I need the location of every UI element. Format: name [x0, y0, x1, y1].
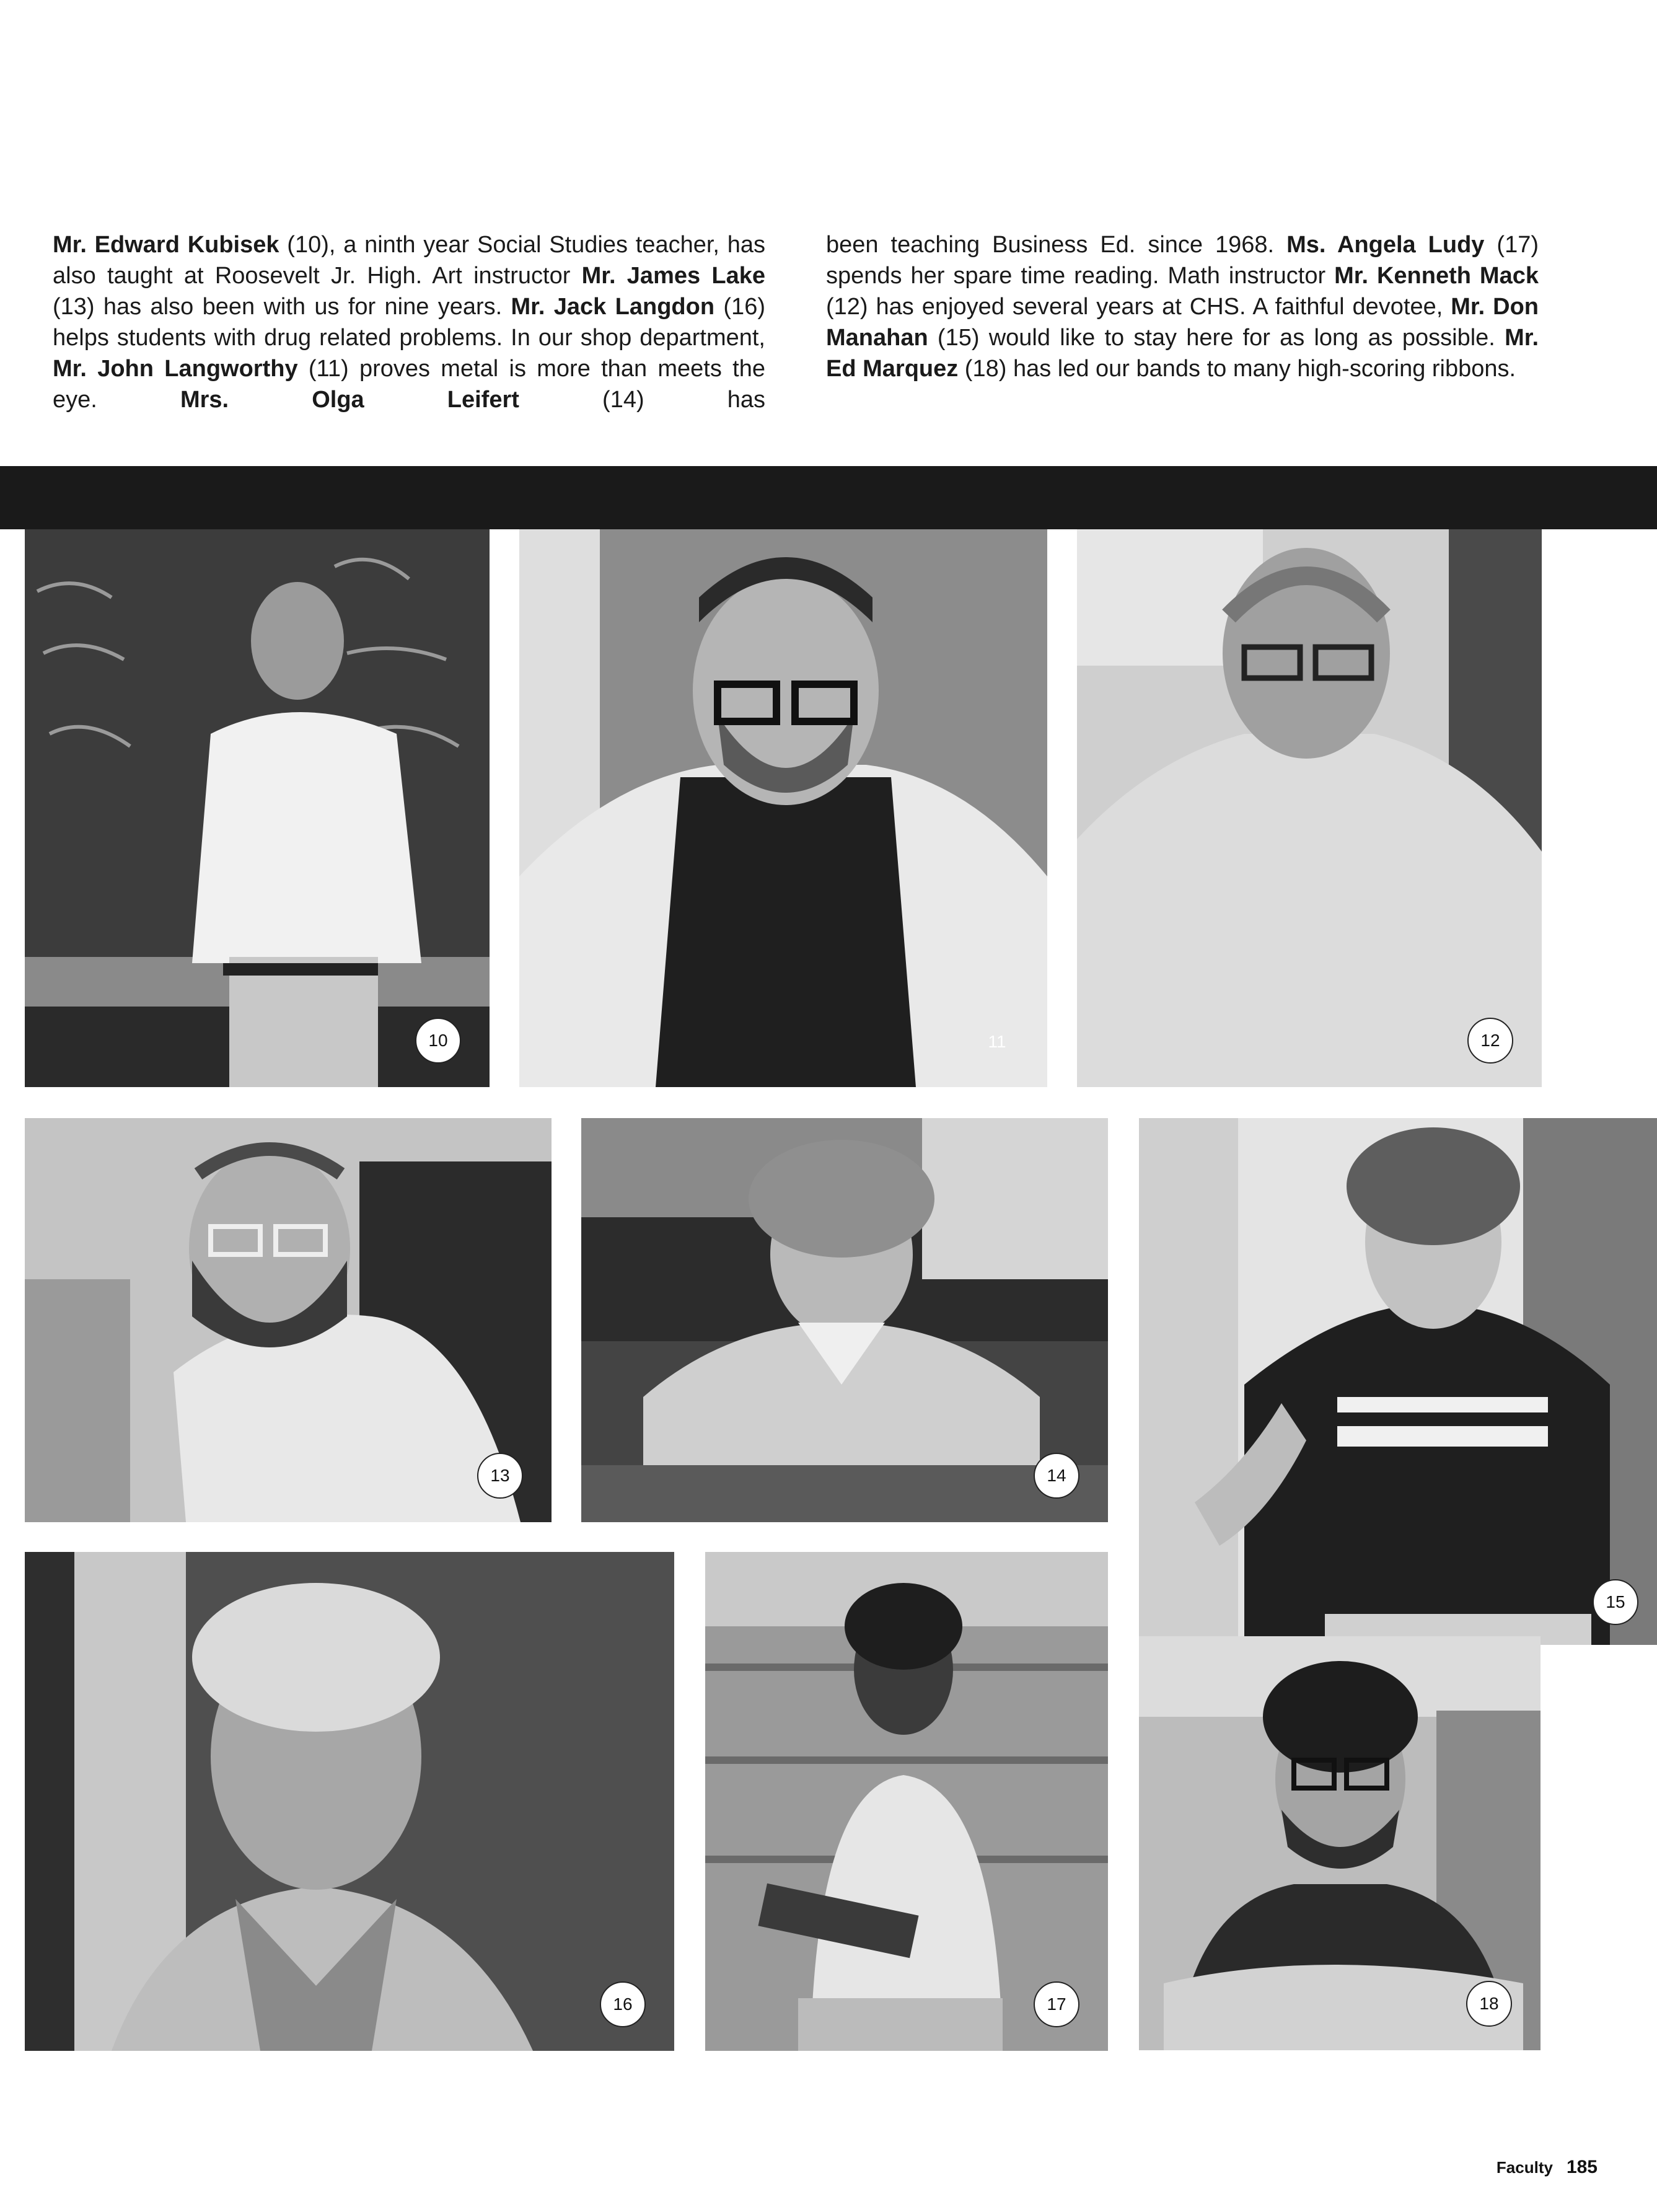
photo-11	[519, 529, 1047, 1087]
photo-13	[25, 1118, 552, 1522]
section-label: Faculty	[1496, 2158, 1553, 2177]
caption-text: (15) would like to stay here for as long as possible.	[928, 325, 1505, 351]
photo-14-image	[581, 1118, 1108, 1522]
page-footer	[1497, 2157, 1598, 2178]
caption-text: (16) helps students with drug related problems. In our shop department,	[53, 294, 765, 351]
photo-number-badge: 17	[1034, 1981, 1079, 2027]
photo-12-image	[1077, 529, 1542, 1087]
name-mack: Mr. Kenneth Mack	[1334, 263, 1539, 289]
caption-left-paragraph	[53, 229, 765, 415]
photo-number-badge: 13	[477, 1453, 523, 1499]
caption-text: (13) has also been with us for nine years.	[53, 294, 511, 320]
caption-text: (10), a ninth year Social Studies teacher, has also taught at Roosevelt Jr. High. Art instructor	[53, 232, 766, 289]
caption-left-column	[53, 229, 765, 415]
photo-17	[705, 1552, 1108, 2051]
photo-15	[1139, 1118, 1657, 1645]
header-band	[0, 466, 1657, 529]
photo-13-image	[25, 1118, 552, 1522]
caption-text: (18) has led our bands to many high-scoring ribbons.	[958, 356, 1516, 382]
name-kubisek: Mr. Edward Kubisek	[53, 232, 279, 258]
photo-10	[25, 529, 490, 1087]
caption-right-paragraph	[826, 229, 1539, 384]
page-number: 185	[1566, 2157, 1598, 2177]
photo-number-badge: 12	[1467, 1018, 1513, 1064]
name-langworthy: Mr. John Langworthy	[53, 356, 298, 382]
name-leifert: Mrs. Olga Leifert	[180, 387, 519, 413]
photo-16	[25, 1552, 674, 2051]
photo-number-badge: 11	[988, 1032, 1006, 1051]
photo-number-badge: 15	[1593, 1579, 1638, 1625]
photo-15-image	[1139, 1118, 1657, 1645]
name-ludy: Ms. Angela Ludy	[1286, 232, 1485, 258]
caption-text: (14) has	[519, 387, 765, 413]
photo-number-badge: 10	[415, 1018, 461, 1064]
photo-18	[1139, 1636, 1541, 2050]
photo-17-image	[705, 1552, 1108, 2051]
photo-14	[581, 1118, 1108, 1522]
photo-number-badge: 14	[1034, 1453, 1079, 1499]
caption-text: (11) proves metal is more than meets the eye.	[53, 356, 765, 413]
photo-number-badge: 18	[1466, 1981, 1512, 2027]
photo-12	[1077, 529, 1542, 1087]
photo-number-badge: 16	[600, 1981, 646, 2027]
caption-right-column	[826, 229, 1539, 384]
photo-16-image	[25, 1552, 674, 2051]
name-manahan: Mr. Don Manahan	[826, 294, 1539, 351]
caption-text: (12) has enjoyed several years at CHS. A faithful devotee,	[826, 294, 1451, 320]
caption-text: (17) spends her spare time reading. Math instructor	[826, 232, 1539, 289]
photo-10-image	[25, 529, 490, 1087]
name-marquez: Mr. Ed Marquez	[826, 325, 1539, 382]
photo-11-image	[519, 529, 1047, 1087]
name-lake: Mr. James Lake	[581, 263, 765, 289]
caption-text: been teaching Business Ed. since 1968.	[826, 232, 1287, 258]
name-langdon: Mr. Jack Langdon	[511, 294, 715, 320]
